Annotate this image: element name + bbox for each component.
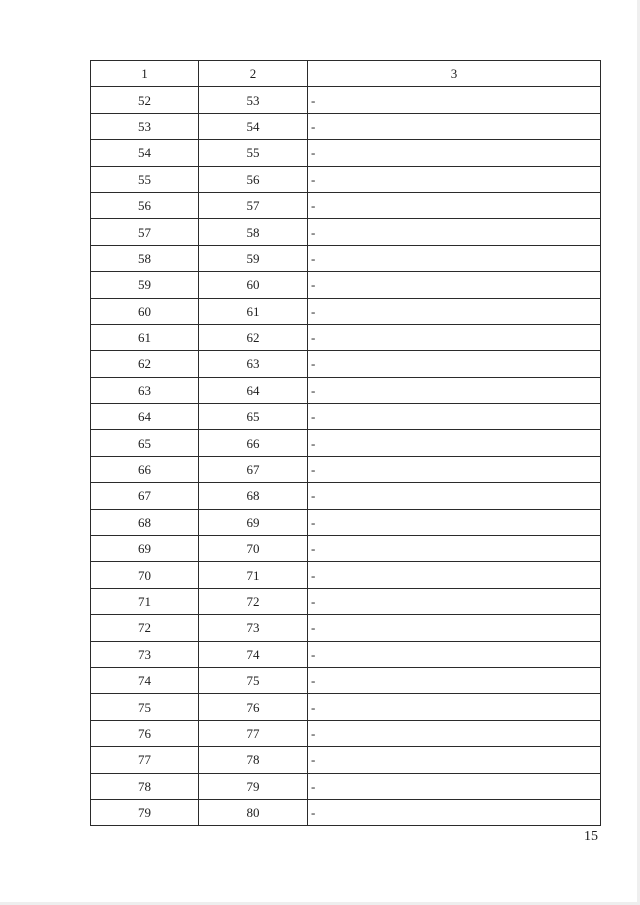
row-cell-col3: - (308, 694, 601, 720)
row-cell-col3: - (308, 615, 601, 641)
table-row (91, 667, 601, 693)
row-cell-col1: 54 (91, 140, 199, 166)
table-row (91, 351, 601, 377)
row-cell-col3: - (308, 324, 601, 350)
row-cell-col1: 67 (91, 483, 199, 509)
row-cell-col1: 69 (91, 536, 199, 562)
row-cell-col1: 68 (91, 509, 199, 535)
row-cell-col1: 66 (91, 456, 199, 482)
row-cell-col3: - (308, 720, 601, 746)
table-row (91, 377, 601, 403)
table-row (91, 245, 601, 271)
row-cell-col1: 73 (91, 641, 199, 667)
row-cell-col3: - (308, 219, 601, 245)
row-cell-col1: 74 (91, 667, 199, 693)
row-cell-col3: - (308, 245, 601, 271)
header-cell-col2: 2 (199, 61, 308, 87)
table-row (91, 113, 601, 139)
table-row (91, 272, 601, 298)
row-cell-col2: 65 (199, 404, 308, 430)
data-table (90, 60, 601, 826)
row-cell-col2: 60 (199, 272, 308, 298)
row-cell-col3: - (308, 536, 601, 562)
row-cell-col1: 52 (91, 87, 199, 113)
row-cell-col1: 53 (91, 113, 199, 139)
row-cell-col2: 62 (199, 324, 308, 350)
row-cell-col3: - (308, 351, 601, 377)
row-cell-col2: 53 (199, 87, 308, 113)
row-cell-col1: 71 (91, 588, 199, 614)
row-cell-col2: 75 (199, 667, 308, 693)
row-cell-col2: 67 (199, 456, 308, 482)
row-cell-col1: 61 (91, 324, 199, 350)
table-row (91, 140, 601, 166)
table-row (91, 483, 601, 509)
row-cell-col3: - (308, 562, 601, 588)
row-cell-col3: - (308, 166, 601, 192)
row-cell-col3: - (308, 799, 601, 825)
row-cell-col1: 60 (91, 298, 199, 324)
table-row (91, 773, 601, 799)
row-cell-col3: - (308, 456, 601, 482)
header-cell-col3: 3 (308, 61, 601, 87)
row-cell-col2: 63 (199, 351, 308, 377)
row-cell-col2: 73 (199, 615, 308, 641)
row-cell-col3: - (308, 298, 601, 324)
row-cell-col2: 61 (199, 298, 308, 324)
table-row (91, 298, 601, 324)
row-cell-col3: - (308, 113, 601, 139)
row-cell-col3: - (308, 87, 601, 113)
table-row (91, 324, 601, 350)
row-cell-col3: - (308, 509, 601, 535)
table-row (91, 588, 601, 614)
table-row (91, 694, 601, 720)
row-cell-col1: 57 (91, 219, 199, 245)
row-cell-col2: 79 (199, 773, 308, 799)
row-cell-col1: 77 (91, 747, 199, 773)
row-cell-col3: - (308, 192, 601, 218)
table-row (91, 562, 601, 588)
row-cell-col2: 71 (199, 562, 308, 588)
table-row (91, 799, 601, 825)
row-cell-col3: - (308, 272, 601, 298)
table-row (91, 404, 601, 430)
row-cell-col1: 56 (91, 192, 199, 218)
row-cell-col1: 79 (91, 799, 199, 825)
header-cell-col1: 1 (91, 61, 199, 87)
row-cell-col3: - (308, 747, 601, 773)
row-cell-col2: 70 (199, 536, 308, 562)
row-cell-col2: 58 (199, 219, 308, 245)
row-cell-col1: 63 (91, 377, 199, 403)
table-row (91, 430, 601, 456)
row-cell-col2: 80 (199, 799, 308, 825)
row-cell-col2: 74 (199, 641, 308, 667)
table-body (91, 61, 601, 826)
row-cell-col2: 77 (199, 720, 308, 746)
row-cell-col3: - (308, 377, 601, 403)
row-cell-col3: - (308, 483, 601, 509)
row-cell-col1: 76 (91, 720, 199, 746)
table-row (91, 641, 601, 667)
row-cell-col1: 72 (91, 615, 199, 641)
row-cell-col1: 62 (91, 351, 199, 377)
table-row (91, 536, 601, 562)
row-cell-col2: 72 (199, 588, 308, 614)
row-cell-col3: - (308, 588, 601, 614)
row-cell-col1: 64 (91, 404, 199, 430)
row-cell-col2: 78 (199, 747, 308, 773)
row-cell-col1: 59 (91, 272, 199, 298)
row-cell-col3: - (308, 773, 601, 799)
row-cell-col2: 55 (199, 140, 308, 166)
row-cell-col2: 68 (199, 483, 308, 509)
table-header-row (91, 61, 601, 87)
table-row (91, 615, 601, 641)
row-cell-col3: - (308, 641, 601, 667)
table-row (91, 192, 601, 218)
page-number: 15 (584, 829, 598, 844)
table-row (91, 87, 601, 113)
row-cell-col2: 59 (199, 245, 308, 271)
row-cell-col2: 76 (199, 694, 308, 720)
row-cell-col3: - (308, 404, 601, 430)
row-cell-col1: 75 (91, 694, 199, 720)
row-cell-col2: 57 (199, 192, 308, 218)
table-row (91, 166, 601, 192)
row-cell-col3: - (308, 140, 601, 166)
row-cell-col1: 58 (91, 245, 199, 271)
row-cell-col2: 54 (199, 113, 308, 139)
row-cell-col3: - (308, 667, 601, 693)
row-cell-col1: 55 (91, 166, 199, 192)
table-row (91, 456, 601, 482)
row-cell-col2: 66 (199, 430, 308, 456)
table-row (91, 747, 601, 773)
row-cell-col3: - (308, 430, 601, 456)
table-row (91, 219, 601, 245)
row-cell-col2: 56 (199, 166, 308, 192)
table-row (91, 720, 601, 746)
row-cell-col1: 65 (91, 430, 199, 456)
row-cell-col1: 78 (91, 773, 199, 799)
row-cell-col1: 70 (91, 562, 199, 588)
row-cell-col2: 64 (199, 377, 308, 403)
table-row (91, 509, 601, 535)
row-cell-col2: 69 (199, 509, 308, 535)
